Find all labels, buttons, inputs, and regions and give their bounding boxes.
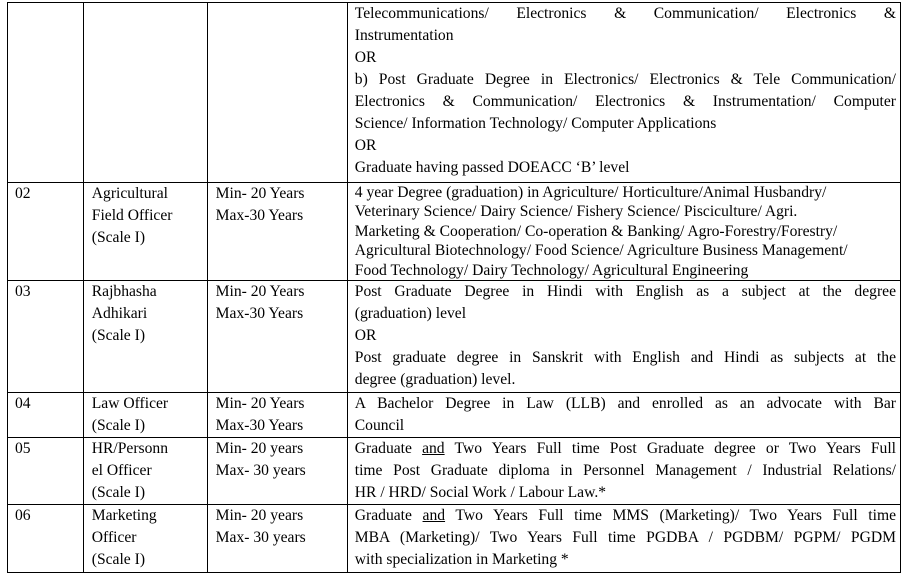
qualification-line: Post graduate degree in Sanskrit with English and Hindi as subjects at the [354,349,896,367]
qualification-line: b) Post Graduate Degree in Electronics/ Electronics & Tele Communication/ [354,71,896,88]
qualification-line: Post Graduate Degree in Hindi with English as a subject at the degree [354,283,896,301]
table-row [8,3,901,183]
post-name-cell [83,3,207,183]
qualification-line: Marketing & Cooperation/ Co-operation & Banking/ Agro-Forestry/Forestry/ [354,222,838,240]
qualification-line: Graduate having passed DOEACC ‘B’ level [354,159,630,176]
serial-number-cell: 04 [8,393,84,438]
qualification-cell [347,505,900,573]
age-limit-cell [207,281,347,393]
age-limit-cell [207,183,347,281]
post-name-line: (Scale I) [91,229,146,246]
post-name-line: Field Officer [91,207,173,224]
qualification-cell [347,438,900,505]
qualification-line: OR [354,137,377,154]
qualification-line: Telecommunications/ Electronics & Communication/ Electronics & [354,5,896,22]
underlined-and: and [422,440,445,458]
age-limit-line: Min- 20 years [215,440,304,458]
post-name-line: Rajbhasha [91,283,157,301]
post-name-line: Agricultural [91,185,168,202]
qualification-line: Food Technology/ Dairy Technology/ Agricultural Engineering [354,261,749,279]
age-limit-line: Max-30 Years [215,207,304,224]
table-row [8,281,901,393]
post-name-line: (Scale I) [91,327,146,345]
post-name-line: HR/Personn [91,440,169,458]
qualification-cell [347,281,900,393]
table-row [8,505,901,573]
age-limit-cell [207,438,347,505]
qualification-line: Graduate and Two Years Full time MMS (Marketing)/ Two Years Full time [354,507,896,525]
post-name-line: (Scale I) [91,551,146,569]
post-name-line: el Officer [91,462,152,480]
post-name-cell [83,438,207,505]
post-name-line: Law Officer [91,395,169,413]
age-limit-line: Max- 30 years [215,462,306,480]
serial-number-cell: 02 [8,183,84,281]
qualification-line: OR [354,327,377,345]
serial-number-cell: 03 [8,281,84,393]
serial-number-cell: 05 [8,438,84,505]
qualification-line: (graduation) level [354,305,467,323]
age-limit-line: Min- 20 Years [215,283,305,301]
age-limit-line: Min- 20 Years [215,395,305,413]
qualification-line: Instrumentation [354,27,454,44]
qualification-line: A Bachelor Degree in Law (LLB) and enrolled as an advocate with Bar [354,395,896,413]
post-name-line: Marketing [91,507,157,525]
age-limit-line: Max- 30 years [215,529,306,547]
qualification-cell [347,3,900,183]
serial-number-cell: 06 [8,505,84,573]
table-row [8,183,901,281]
post-name-line: (Scale I) [91,484,146,502]
post-name-cell [83,183,207,281]
qualification-line: degree (graduation) level. [354,371,516,389]
post-name-line: Officer [91,529,137,547]
qualification-line: Veterinary Science/ Dairy Science/ Fishery Science/ Pisciculture/ Agri. [354,203,798,221]
qualification-line: OR [354,49,377,66]
table-row [8,393,901,438]
post-name-line: (Scale I) [91,417,146,435]
qualification-line: Electronics & Communication/ Electronics & Instrumentation/ Computer [354,93,896,110]
qualification-line: Agricultural Biotechnology/ Food Science/ Agriculture Business Management/ [354,242,848,260]
qualification-line: MBA (Marketing)/ Two Years Full time PGDBA / PGDBM/ PGPM/ PGDM [354,529,896,547]
eligibility-table [7,2,901,573]
age-limit-line: Min- 20 years [215,507,304,525]
post-name-cell [83,281,207,393]
post-name-cell [83,393,207,438]
qualification-line: 4 year Degree (graduation) in Agriculture/ Horticulture/Animal Husbandry/ [354,184,827,201]
age-limit-cell [207,3,347,183]
qualification-line: with specialization in Marketing * [354,551,569,569]
qualification-line: HR / HRD/ Social Work / Labour Law.* [354,484,607,502]
age-limit-line: Max-30 Years [215,417,304,435]
post-name-line: Adhikari [91,305,148,323]
qualification-line: Council [354,417,405,435]
qualification-line: Science/ Information Technology/ Computer Applications [354,115,717,132]
serial-number-cell [8,3,84,183]
qualification-cell [347,183,900,281]
qualification-cell [347,393,900,438]
qualification-line: Graduate and Two Years Full time Post Graduate degree or Two Years Full [354,440,896,458]
age-limit-cell [207,505,347,573]
age-limit-line: Min- 20 Years [215,185,305,202]
table-row [8,438,901,505]
age-limit-cell [207,393,347,438]
post-name-cell [83,505,207,573]
age-limit-line: Max-30 Years [215,305,304,323]
qualification-line: time Post Graduate diploma in Personnel Management / Industrial Relations/ [354,462,896,480]
underlined-and: and [422,507,446,525]
